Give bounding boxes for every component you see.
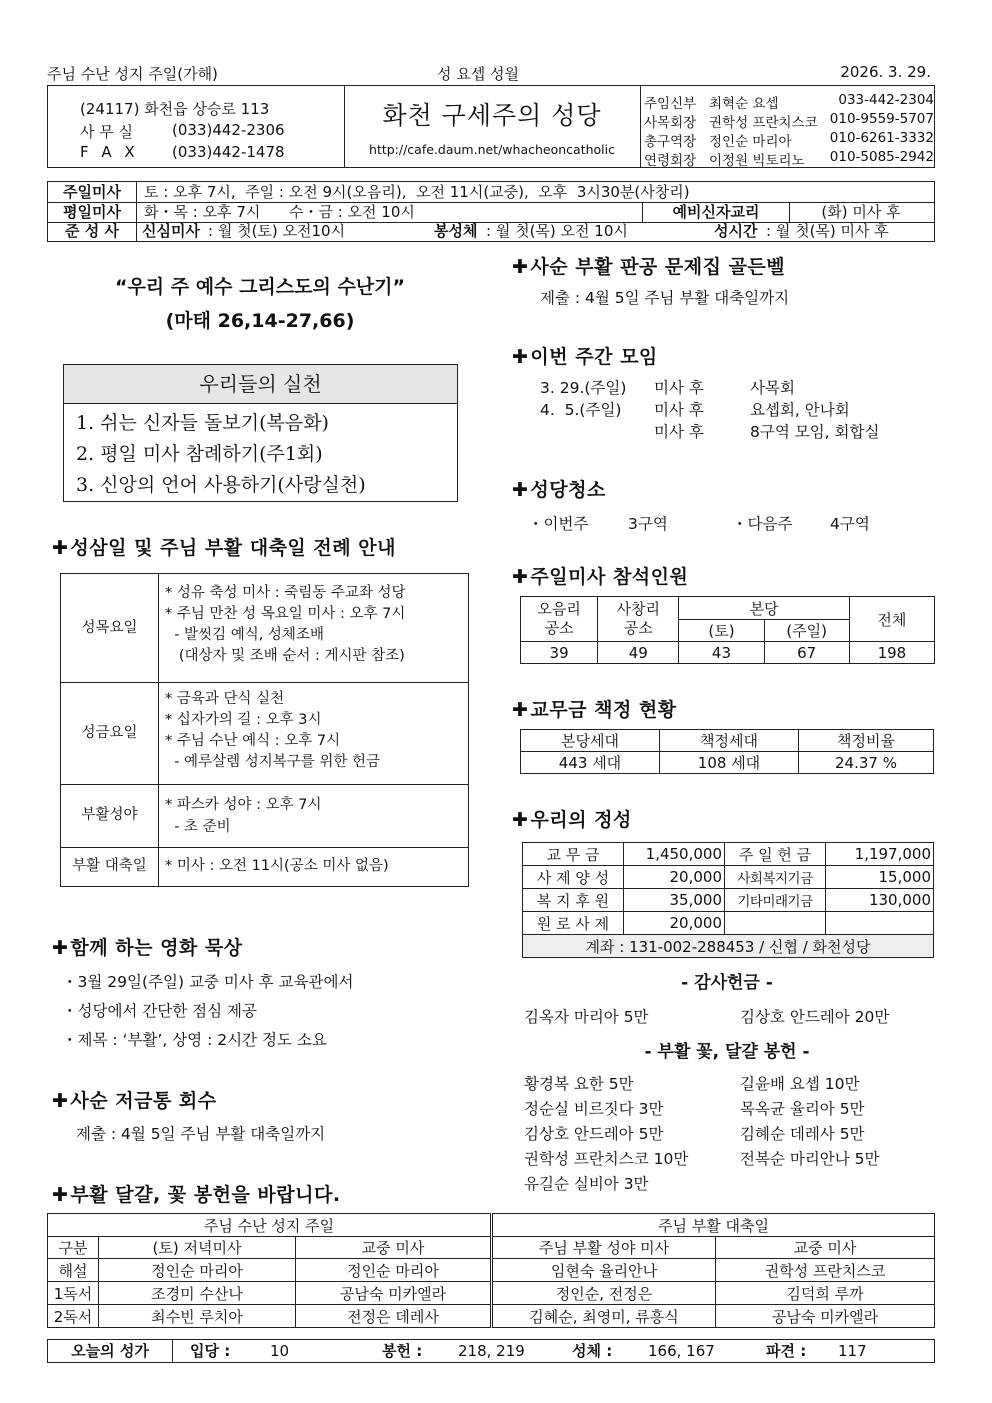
list-item: ・3월 29일(주일) 교중 미사 후 교육관에서 [62, 973, 354, 991]
cross-icon: ✚ [512, 479, 529, 501]
goldenbell-title: 사순 부활 판공 문제집 골든벨 [530, 256, 786, 278]
finance-title: 우리의 정성 [530, 809, 632, 831]
cell-total: 198 [849, 642, 934, 664]
flower-donor: 길윤배 요셉 10만 [740, 1075, 860, 1093]
detail-line: - 초 준비 [165, 819, 231, 835]
thanks-title: - 감사헌금 - [681, 973, 773, 993]
cross-icon: ✚ [52, 1184, 69, 1206]
top-line [47, 63, 935, 85]
goldenbell-text: 제출 : 4월 5일 주님 부활 대축일까지 [540, 289, 790, 307]
dues-table [520, 729, 934, 774]
catechumen-time: (화) 미사 후 [821, 203, 901, 221]
holyweek-table [60, 573, 469, 887]
cross-icon: ✚ [52, 1090, 69, 1112]
contact-name: 최혁순 요셉 [709, 96, 779, 112]
liturgical-day: 주님 수난 성지 주일(가해) [47, 65, 218, 83]
weekday-mass-times: 화・목 : 오후 7시 수・금 : 오전 10시 [144, 203, 415, 221]
practice-item: 3. 신앙의 언어 사용하기(사랑실천) [76, 474, 366, 496]
finance-amount [826, 912, 934, 935]
flowers-title: - 부활 꽃, 달걀 봉헌 - [644, 1042, 810, 1062]
movie-item: 제목 : ‘부활’, 상영 : 2시간 정도 소요 [77, 1031, 327, 1049]
cross-icon: ✚ [512, 256, 529, 278]
communion-label: 성체 : [572, 1342, 613, 1360]
cleaning-this-value: 3구역 [628, 515, 668, 533]
gospel-reference: (마태 26,14-27,66) [165, 310, 355, 332]
holyweek-day: 성금요일 [61, 682, 159, 784]
weekday-mass-label: 평일미사 [48, 202, 137, 222]
attendance-title: 주일미사 참석인원 [530, 566, 689, 588]
movie-heading [52, 933, 243, 960]
contact-phone: 010-9559-5707 [829, 111, 934, 127]
finance-label [725, 912, 826, 935]
office-label: 사 무 실 [80, 123, 134, 141]
cleaning-next-value: 4구역 [830, 515, 870, 533]
fax-number: (033)442-1478 [172, 143, 285, 161]
detail-line: - 발씻김 예식, 성체조배 [165, 627, 324, 643]
address-block [48, 86, 345, 167]
bank-account: 계좌 : 131-002-288453 / 신협 / 화천성당 [523, 935, 934, 958]
weekday-mass-row [48, 202, 934, 223]
flower-donor: 권학성 프란치스코 10만 [524, 1150, 689, 1168]
flower-donor: 김상호 안드레아 5만 [524, 1125, 664, 1143]
flower-donor: 정순실 비르짓다 3만 [524, 1100, 664, 1118]
roster-cell: 공남숙 미카엘라 [296, 1282, 492, 1305]
roster-cell: 정인순, 전정은 [492, 1282, 716, 1305]
holy-hour-label: 성시간 [714, 222, 758, 240]
entrance-hymn: 10 [270, 1342, 290, 1360]
holyweek-details [165, 689, 380, 773]
offertory-label: 봉헌 : [382, 1342, 423, 1360]
col-sat: (토) [679, 620, 764, 642]
detail-line: * 십자가의 길 : 오후 3시 [165, 712, 322, 728]
detail-line: * 파스카 성야 : 오후 7시 [165, 797, 322, 813]
recessional-label: 파견 : [766, 1342, 807, 1360]
devotion-mass-label: 신심미사 [142, 222, 200, 240]
offertory-hymn: 218, 219 [458, 1342, 525, 1360]
sacraments-label: 준 성 사 [48, 222, 137, 241]
holyweek-row [61, 847, 468, 886]
holyweek-day: 부활 대축일 [61, 847, 159, 886]
detail-line: * 금육과 단식 실천 [165, 691, 285, 707]
contact-name: 권학성 프란치스코 [709, 115, 818, 131]
hymns-bar [47, 1339, 935, 1363]
col-oeum: 오음리 공소 [521, 597, 598, 642]
col-sachang: 사창리 공소 [598, 597, 679, 642]
dues-header: 책정세대 [660, 730, 799, 752]
catechumen-label: 예비신자교리 [642, 202, 790, 222]
holyweek-row [61, 574, 468, 683]
roster-cell: 조경미 수산나 [99, 1282, 296, 1305]
cafe-url[interactable]: http://cafe.daum.net/whacheoncatholic [369, 142, 615, 157]
roster-cell: 정인순 마리아 [99, 1259, 296, 1282]
dues-title: 교무금 책정 현황 [530, 699, 677, 721]
hymns-title: 오늘의 성가 [48, 1340, 173, 1362]
practice-list [76, 408, 366, 501]
finance-amount: 1,450,000 [624, 843, 725, 866]
practice-box [63, 364, 458, 502]
meeting-group: 사목회 [750, 379, 795, 397]
list-item: ・성당에서 간단한 점심 제공 [62, 1002, 258, 1020]
piggy-heading [52, 1086, 217, 1113]
cleaning-next-label: 다음주 [747, 515, 793, 533]
contact-phone: 010-5085-2942 [829, 149, 934, 165]
finance-amount: 20,000 [624, 866, 725, 889]
sacraments-row [48, 222, 934, 241]
roster-cell: 김덕희 루까 [716, 1282, 935, 1305]
roster-cell: 임현숙 율리안나 [492, 1259, 716, 1282]
detail-line: * 성유 축성 미사 : 죽림동 주교좌 성당 [165, 585, 406, 601]
col-sun: (주일) [764, 620, 849, 642]
church-name: 화천 구세주의 성당 [382, 101, 602, 130]
practice-item: 1. 쉬는 신자들 돌보기(복음화) [76, 412, 329, 434]
goldenbell-heading [512, 252, 785, 279]
roster-cell: 정인순 마리아 [296, 1259, 492, 1282]
holyweek-details [165, 583, 406, 667]
meeting-group: 요셉회, 안나회 [750, 401, 850, 419]
detail-line: * 주님 만찬 성 목요일 미사 : 오후 7시 [165, 606, 406, 622]
detail-line: - 예루살렘 성지복구를 위한 헌금 [165, 754, 380, 770]
sunday-mass-row [48, 182, 934, 203]
holyweek-day: 성목요일 [61, 574, 159, 682]
roster-header: 교중 미사 [296, 1237, 492, 1259]
contact-phone: 010-6261-3332 [829, 130, 934, 146]
finance-amount: 130,000 [826, 889, 934, 912]
finance-label: 사 제 양 성 [523, 866, 624, 889]
roster-role: 1독서 [48, 1282, 99, 1305]
meeting-date: 3. 29.(주일) [540, 379, 627, 397]
cleaning-title: 성당청소 [530, 479, 606, 501]
cross-icon: ✚ [52, 937, 69, 959]
contact-row [644, 92, 934, 111]
issue-date: 2026. 3. 29. [840, 63, 931, 81]
finance-amount: 35,000 [624, 889, 725, 912]
col-total: 전체 [849, 597, 934, 642]
cell-sat: 43 [679, 642, 764, 664]
detail-line: (대상자 및 조배 순서 : 게시판 참조) [165, 648, 405, 664]
dues-heading [512, 695, 677, 722]
flower-donor: 목옥균 율리아 5만 [740, 1100, 865, 1118]
dues-header: 책정비율 [799, 730, 934, 752]
cell-sun: 67 [764, 642, 849, 664]
meeting-time: 미사 후 [654, 379, 704, 397]
header-box [47, 85, 935, 168]
detail-line: * 주님 수난 예식 : 오후 7시 [165, 733, 341, 749]
finance-label: 교 무 금 [523, 843, 624, 866]
roster-role: 해설 [48, 1259, 99, 1282]
holyweek-day: 부활성야 [61, 784, 159, 847]
meeting-group: 8구역 모임, 회합실 [750, 423, 880, 441]
contact-role: 연령회장 [644, 153, 697, 169]
home-communion-time: : 월 첫(목) 오전 10시 [486, 222, 628, 240]
cross-icon: ✚ [512, 566, 529, 588]
sunday-mass-label: 주일미사 [48, 182, 137, 202]
attendance-table [520, 596, 935, 664]
finance-heading [512, 805, 632, 832]
movie-title: 함께 하는 영화 묵상 [70, 937, 243, 959]
meeting-row [540, 421, 930, 443]
cell-oeum: 39 [521, 642, 598, 664]
contact-name: 이정원 빅토리노 [709, 153, 805, 169]
finance-label: 복 지 후 원 [523, 889, 624, 912]
contact-row [644, 130, 934, 149]
roster-header: (토) 저녁미사 [99, 1237, 296, 1259]
roster-header: 주님 부활 성야 미사 [492, 1237, 716, 1259]
contacts [644, 92, 934, 168]
piggy-text: 제출 : 4월 5일 주님 부활 대축일까지 [76, 1125, 326, 1143]
entrance-label: 입당 : [190, 1342, 231, 1360]
contact-name: 정인순 마리아 [709, 134, 792, 150]
finance-label: 주 일 헌 금 [725, 843, 826, 866]
cleaning-this-label: 이번주 [543, 515, 589, 533]
thanks-item: 김옥자 마리아 5만 [524, 1008, 649, 1026]
meetings-list [540, 377, 930, 443]
meetings-heading [512, 342, 658, 369]
dues-value: 24.37 % [799, 752, 934, 774]
piggy-title: 사순 저금통 회수 [70, 1090, 217, 1112]
egg-flower-heading [52, 1180, 341, 1207]
finance-amount: 15,000 [826, 866, 934, 889]
church-block [344, 86, 641, 167]
roster-cell: 권학성 프란치스코 [716, 1259, 935, 1282]
movie-item: 성당에서 간단한 점심 제공 [77, 1002, 258, 1020]
flower-donor: 전복순 마리안나 5만 [740, 1150, 880, 1168]
cleaning-heading [512, 475, 606, 502]
holyweek-details: * 미사 : 오전 11시(공소 미사 없음) [165, 858, 389, 874]
attendance-heading [512, 562, 688, 589]
list-item: ・제목 : ‘부활’, 상영 : 2시간 정도 소요 [62, 1031, 327, 1049]
home-communion-label: 봉성체 [434, 222, 478, 240]
contact-role: 사목회장 [644, 115, 697, 131]
roster-cell: 전정은 데레사 [296, 1305, 492, 1328]
roster-role: 2독서 [48, 1305, 99, 1328]
address: (24117) 화천읍 상승로 113 [80, 100, 270, 118]
gospel-title: “우리 주 예수 그리스도의 수난기” [114, 276, 406, 298]
finance-label: 기타미래기금 [725, 889, 826, 912]
egg-flower-title: 부활 달걀, 꽃 봉헌을 바랍니다. [70, 1184, 341, 1206]
holyweek-details [165, 794, 321, 838]
month-name: 성 요셉 성월 [437, 65, 519, 83]
meeting-row [540, 377, 930, 399]
col-bondang: 본당 [679, 597, 849, 620]
contact-role: 총구역장 [644, 134, 697, 150]
movie-list [62, 968, 353, 1055]
communion-hymn: 166, 167 [648, 1342, 715, 1360]
practice-title: 우리들의 실천 [64, 365, 457, 404]
contact-row [644, 111, 934, 130]
sunday-mass-times: 토 : 오후 7시, 주일 : 오전 9시(오음리), 오전 11시(교중), 오후 3시30분(사창리) [144, 183, 690, 201]
meeting-date: 4. 5.(주일) [540, 401, 622, 419]
roster-header: 구분 [48, 1237, 99, 1259]
devotion-mass-time: : 월 첫(토) 오전10시 [208, 222, 346, 240]
meeting-time: 미사 후 [654, 423, 704, 441]
recessional-hymn: 117 [838, 1342, 867, 1360]
roster-cell: 공남숙 미카엘라 [716, 1305, 935, 1328]
roster-cell: 김혜순, 최영미, 류흥식 [492, 1305, 716, 1328]
movie-item: 3월 29일(주일) 교중 미사 후 교육관에서 [77, 973, 354, 991]
meeting-time: 미사 후 [654, 401, 704, 419]
fax-label: F A X [80, 143, 135, 161]
finance-amount: 1,197,000 [826, 843, 934, 866]
roster-header: 교중 미사 [716, 1237, 935, 1259]
cross-icon: ✚ [512, 346, 529, 368]
cross-icon: ✚ [512, 699, 529, 721]
holyweek-title: 성삼일 및 주님 부활 대축일 전례 안내 [70, 537, 396, 559]
meetings-title: 이번 주간 모임 [530, 346, 658, 368]
cross-icon: ✚ [512, 809, 529, 831]
dues-value: 108 세대 [660, 752, 799, 774]
holyweek-row [61, 682, 468, 785]
holy-hour-time: : 월 첫(목) 미사 후 [766, 222, 889, 240]
holyweek-heading [52, 533, 396, 560]
flower-donor: 유길순 실비아 3만 [524, 1175, 649, 1193]
roster-group-easter: 주님 부활 대축일 [492, 1214, 935, 1237]
cross-icon: ✚ [52, 537, 69, 559]
thanks-item: 김상호 안드레아 20만 [740, 1008, 890, 1026]
cell-sachang: 49 [598, 642, 679, 664]
dues-header: 본당세대 [521, 730, 660, 752]
contact-role: 주임신부 [644, 96, 697, 112]
roster-cell: 최수빈 루치아 [99, 1305, 296, 1328]
finance-amount: 20,000 [624, 912, 725, 935]
office-phone: (033)442-2306 [172, 121, 285, 139]
flower-donor: 김혜순 데레사 5만 [740, 1125, 865, 1143]
practice-item: 2. 평일 미사 참례하기(주1회) [76, 443, 323, 465]
roster-group-palm: 주님 수난 성지 주일 [48, 1214, 492, 1237]
finance-label: 원 로 사 제 [523, 912, 624, 935]
contact-row [644, 149, 934, 168]
flower-donor: 황경복 요한 5만 [524, 1075, 634, 1093]
dues-value: 443 세대 [521, 752, 660, 774]
holyweek-row [61, 784, 468, 848]
mass-schedule [47, 181, 935, 242]
finance-table [522, 842, 934, 958]
contact-phone: 033-442-2304 [838, 92, 934, 108]
meeting-row [540, 399, 930, 421]
reader-roster [47, 1213, 935, 1328]
finance-label: 사회복지기금 [725, 866, 826, 889]
